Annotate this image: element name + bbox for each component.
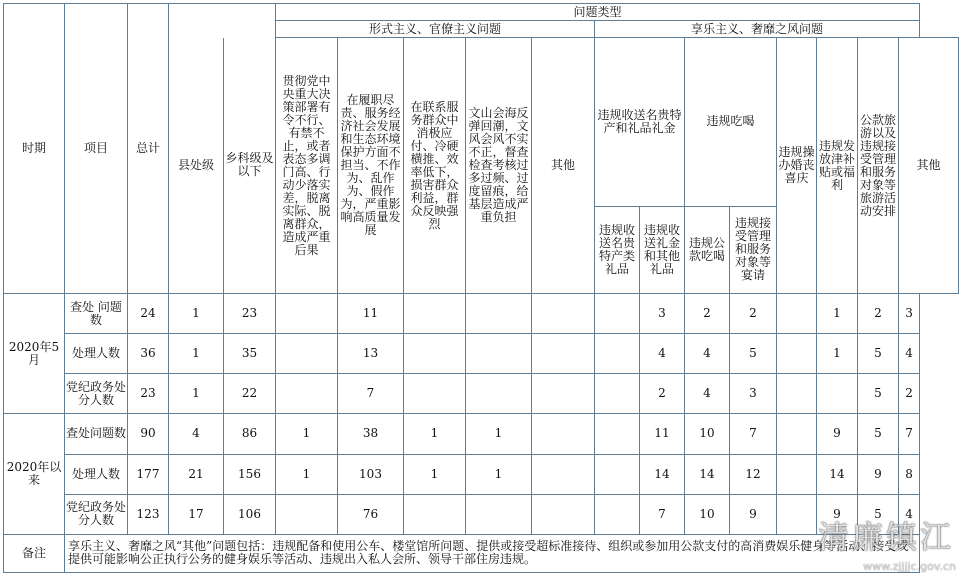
value-cell xyxy=(532,374,595,414)
value-cell: 106 xyxy=(224,494,276,534)
value-cell: 1 xyxy=(276,454,338,494)
value-cell: 9 xyxy=(730,494,777,534)
value-cell: 7 xyxy=(338,374,404,414)
value-cell: 177 xyxy=(128,454,169,494)
value-cell: 1 xyxy=(404,454,466,494)
item-cell: 党纪政务处分人数 xyxy=(65,494,128,534)
value-cell: 14 xyxy=(640,454,685,494)
value-cell: 10 xyxy=(685,414,730,454)
value-cell xyxy=(466,293,532,333)
note-label: 备注 xyxy=(4,534,65,572)
value-cell: 3 xyxy=(899,293,920,333)
table-row xyxy=(4,374,959,414)
gift-header: 违规收送名贵特产和礼品礼金 xyxy=(595,38,685,207)
hedonism-header: 享乐主义、奢靡之风问题 xyxy=(595,21,920,38)
item-cell: 党纪政务处分人数 xyxy=(65,374,128,414)
formalism-col-3: 在联系服务群众中消极应付、冷硬横推、效率低下，损害群众利益，群众反映强烈 xyxy=(404,38,466,294)
value-cell xyxy=(532,494,595,534)
value-cell xyxy=(595,334,640,374)
formalism-col-4: 文山会海反弹回潮，文风会风不实不正，督查检查考核过多过频、过度留痕，给基层造成严重负担 xyxy=(466,38,532,294)
hedonism-other-header: 其他 xyxy=(899,38,959,294)
value-cell xyxy=(777,374,817,414)
value-cell xyxy=(595,293,640,333)
period-cell: 2020年以来 xyxy=(4,414,65,534)
value-cell xyxy=(532,293,595,333)
value-cell: 123 xyxy=(128,494,169,534)
value-cell: 7 xyxy=(899,414,920,454)
value-cell: 5 xyxy=(858,334,899,374)
value-cell: 7 xyxy=(730,414,777,454)
value-cell: 10 xyxy=(685,494,730,534)
value-cell: 35 xyxy=(224,334,276,374)
value-cell: 4 xyxy=(685,374,730,414)
value-cell: 38 xyxy=(338,414,404,454)
value-cell: 9 xyxy=(817,414,858,454)
value-cell: 22 xyxy=(224,374,276,414)
formalism-col-2: 在履职尽责、服务经济社会发展和生态环境保护方面不担当、不作为、乱作为、假作为，严重影响高质量发展 xyxy=(338,38,404,294)
value-cell xyxy=(777,454,817,494)
value-cell: 8 xyxy=(899,454,920,494)
subsidy-header: 违规发放津补贴或福利 xyxy=(817,38,858,294)
value-cell: 103 xyxy=(338,454,404,494)
formalism-col-1: 贯彻党中央重大决策部署有令不行、有禁不止，或者表态多调门高、行动少落实差，脱离实际、脱离群众，造成严重后果 xyxy=(276,38,338,294)
dining-sub-1: 违规公款吃喝 xyxy=(685,206,730,293)
value-cell xyxy=(777,494,817,534)
value-cell: 1 xyxy=(169,374,224,414)
value-cell: 9 xyxy=(858,454,899,494)
value-cell xyxy=(777,334,817,374)
value-cell: 5 xyxy=(858,494,899,534)
value-cell: 5 xyxy=(730,334,777,374)
item-header: 项目 xyxy=(65,4,128,294)
value-cell: 1 xyxy=(817,334,858,374)
level-blank-2 xyxy=(169,21,276,38)
value-cell xyxy=(595,414,640,454)
value-cell: 1 xyxy=(404,414,466,454)
gift-sub-2: 违规收送礼金和其他礼品 xyxy=(640,206,685,293)
value-cell xyxy=(777,293,817,333)
county-level-header: 县处级 xyxy=(169,38,224,294)
value-cell: 4 xyxy=(685,334,730,374)
value-cell: 5 xyxy=(858,414,899,454)
value-cell xyxy=(817,374,858,414)
value-cell xyxy=(532,454,595,494)
note-text: 享乐主义、奢靡之风“其他”问题包括：违规配备和使用公车、楼堂馆所问题、提供或接受超标准接待、组织或参加用公款支付的高消费娱乐健身等活动、接受或提供可能影响公正执行公务的健身娱乐等活动、违规出入私人会所、领导干部住房违规。 xyxy=(65,534,920,572)
table-row xyxy=(4,494,959,534)
table-row xyxy=(4,334,959,374)
formalism-col-other: 其他 xyxy=(532,38,595,294)
dining-sub-2: 违规接受管理和服务对象等宴请 xyxy=(730,206,777,293)
value-cell: 7 xyxy=(640,494,685,534)
value-cell xyxy=(595,454,640,494)
value-cell: 12 xyxy=(730,454,777,494)
value-cell xyxy=(404,374,466,414)
formalism-header: 形式主义、官僚主义问题 xyxy=(276,21,595,38)
value-cell: 76 xyxy=(338,494,404,534)
stats-table xyxy=(3,3,959,573)
total-header: 总计 xyxy=(128,4,169,294)
value-cell xyxy=(466,374,532,414)
value-cell xyxy=(595,374,640,414)
value-cell: 2 xyxy=(858,293,899,333)
value-cell: 24 xyxy=(128,293,169,333)
value-cell: 4 xyxy=(899,334,920,374)
value-cell: 1 xyxy=(466,454,532,494)
travel-header: 公款旅游以及违规接受管理和服务对象等旅游活动安排 xyxy=(858,38,899,294)
value-cell: 1 xyxy=(276,414,338,454)
value-cell xyxy=(276,293,338,333)
township-level-header: 乡科级及以下 xyxy=(224,38,276,294)
value-cell: 23 xyxy=(224,293,276,333)
value-cell xyxy=(532,334,595,374)
value-cell: 36 xyxy=(128,334,169,374)
value-cell: 4 xyxy=(640,334,685,374)
value-cell: 90 xyxy=(128,414,169,454)
value-cell: 14 xyxy=(817,454,858,494)
value-cell: 14 xyxy=(685,454,730,494)
wedding-header: 违规操办婚丧喜庆 xyxy=(777,38,817,294)
item-cell: 查处问题数 xyxy=(65,414,128,454)
value-cell xyxy=(404,494,466,534)
value-cell xyxy=(595,494,640,534)
value-cell: 13 xyxy=(338,334,404,374)
value-cell: 11 xyxy=(338,293,404,333)
value-cell xyxy=(466,334,532,374)
value-cell: 1 xyxy=(169,293,224,333)
value-cell xyxy=(404,334,466,374)
level-blank xyxy=(169,4,276,21)
table-row xyxy=(4,454,959,494)
watermark-logo: 清廉镇江 xyxy=(818,520,954,556)
value-cell: 1 xyxy=(466,414,532,454)
problem-type-header: 问题类型 xyxy=(276,4,920,21)
value-cell: 4 xyxy=(169,414,224,454)
value-cell: 156 xyxy=(224,454,276,494)
value-cell: 2 xyxy=(730,293,777,333)
dining-header: 违规吃喝 xyxy=(685,38,777,207)
value-cell: 9 xyxy=(817,494,858,534)
value-cell xyxy=(404,293,466,333)
value-cell: 21 xyxy=(169,454,224,494)
value-cell: 4 xyxy=(899,494,920,534)
item-cell: 处理人数 xyxy=(65,454,128,494)
value-cell: 1 xyxy=(169,334,224,374)
value-cell: 2 xyxy=(640,374,685,414)
value-cell: 5 xyxy=(858,374,899,414)
value-cell xyxy=(777,414,817,454)
value-cell: 11 xyxy=(640,414,685,454)
value-cell: 23 xyxy=(128,374,169,414)
table-row xyxy=(4,293,959,333)
value-cell xyxy=(276,334,338,374)
gift-sub-1: 违规收送名贵特产类礼品 xyxy=(595,206,640,293)
value-cell: 86 xyxy=(224,414,276,454)
value-cell xyxy=(276,494,338,534)
period-cell: 2020年5月 xyxy=(4,293,65,413)
value-cell: 3 xyxy=(640,293,685,333)
item-cell: 处理人数 xyxy=(65,334,128,374)
value-cell: 3 xyxy=(730,374,777,414)
value-cell xyxy=(532,414,595,454)
item-cell: 查处 问题数 xyxy=(65,293,128,333)
table-row xyxy=(4,414,959,454)
period-header: 时期 xyxy=(4,4,65,294)
value-cell xyxy=(466,494,532,534)
value-cell xyxy=(276,374,338,414)
value-cell: 17 xyxy=(169,494,224,534)
value-cell: 2 xyxy=(685,293,730,333)
value-cell: 2 xyxy=(899,374,920,414)
value-cell: 1 xyxy=(817,293,858,333)
watermark-url: www.zjjjjc.gov.cn xyxy=(863,560,956,573)
